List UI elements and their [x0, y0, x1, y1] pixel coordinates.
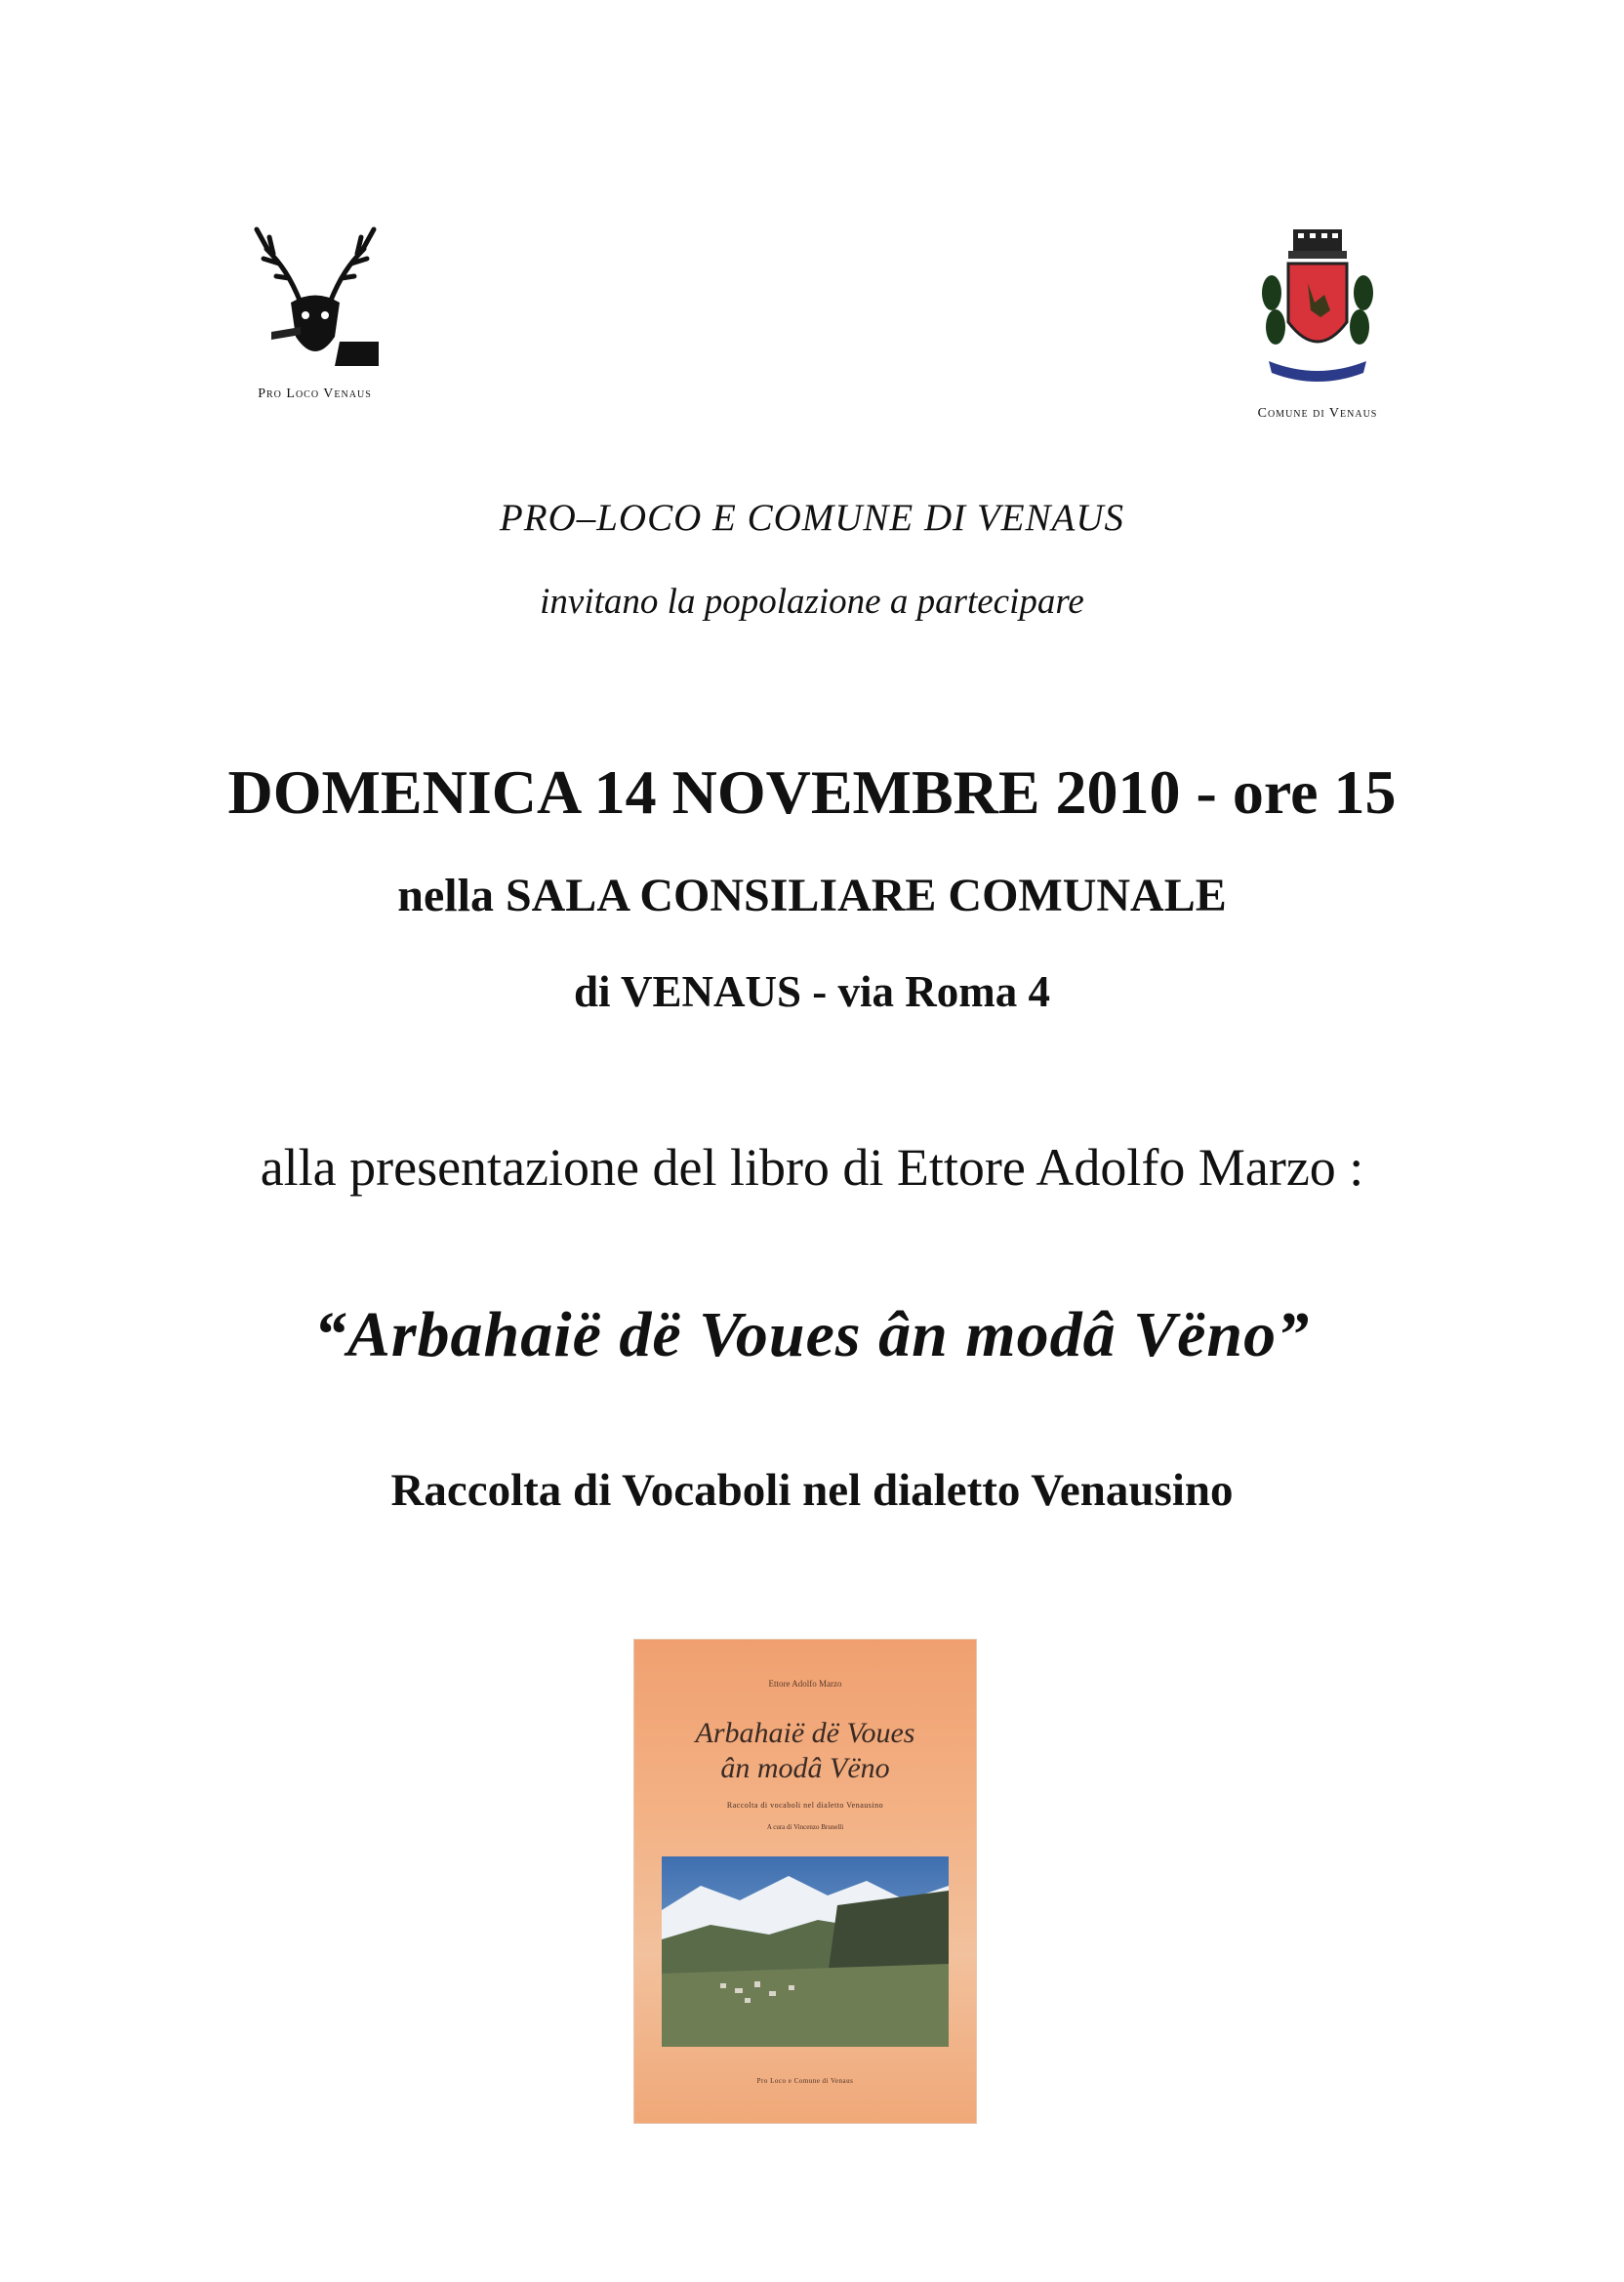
valley-landscape-icon	[662, 1856, 949, 2047]
coat-of-arms-icon	[1254, 224, 1381, 395]
event-date-time: DOMENICA 14 NOVEMBRE 2010 - ore 15	[227, 757, 1397, 827]
event-venue: nella SALA CONSILIARE COMUNALE	[397, 870, 1227, 921]
cover-title-line1: Arbahaië dë Voues	[695, 1717, 915, 1749]
event-address: di VENAUS - via Roma 4	[574, 967, 1050, 1016]
cover-publisher: Pro Loco e Comune di Venaus	[756, 2077, 854, 2085]
cover-title-line2: ân modâ Vëno	[720, 1752, 890, 1784]
comune-logo	[1225, 224, 1410, 422]
book-subtitle: Raccolta di Vocaboli nel dialetto Venausino	[390, 1465, 1234, 1516]
invite-line: invitano la popolazione a partecipare	[540, 582, 1084, 622]
cover-title	[634, 1716, 976, 1786]
book-title: “Arbahaië dë Voues ân modâ Vëno”	[313, 1299, 1311, 1370]
cover-subtitle: Raccolta di vocaboli nel dialetto Venausino	[726, 1801, 884, 1810]
cover-curator: A cura di Vincenzo Brunelli	[766, 1823, 844, 1831]
presentation-line: alla presentazione del libro di Ettore Adolfo Marzo :	[260, 1138, 1364, 1197]
pro-loco-logo	[229, 210, 400, 402]
book-cover	[634, 1640, 976, 2123]
comune-caption: Comune di Venaus	[1257, 406, 1378, 421]
pro-loco-caption: Pro Loco Venaus	[258, 387, 372, 401]
cover-author: Ettore Adolfo Marzo	[768, 1679, 842, 1689]
organizers-heading: PRO–LOCO E COMUNE DI VENAUS	[499, 497, 1125, 539]
deer-head-icon	[252, 210, 379, 376]
cover-photo	[662, 1856, 949, 2047]
